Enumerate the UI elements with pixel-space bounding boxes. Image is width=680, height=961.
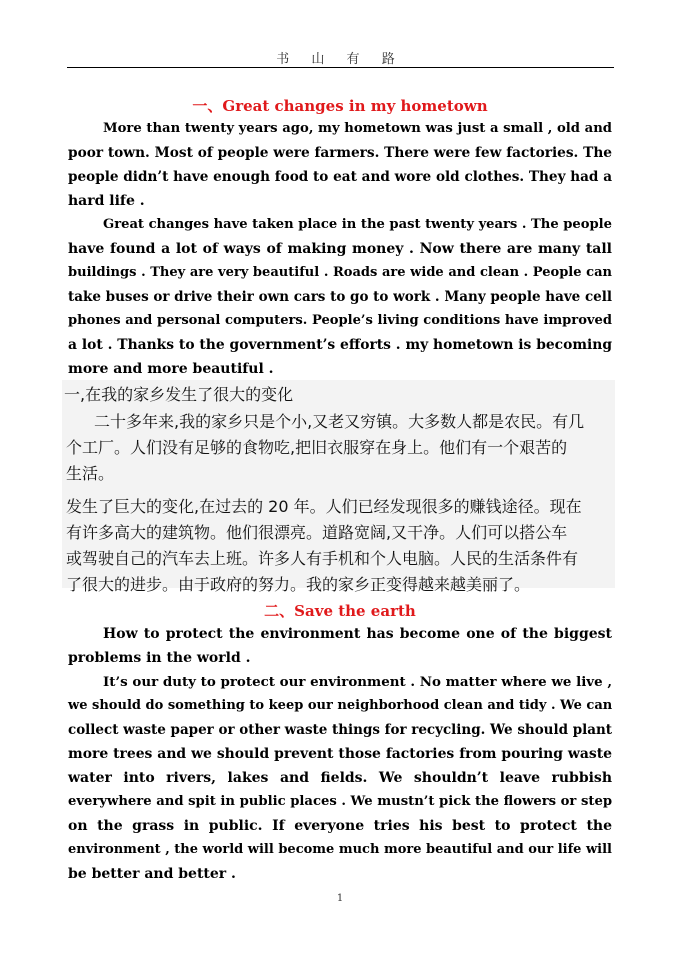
text-line: How to protect the environment has become one of the biggest xyxy=(103,626,612,642)
text-line: take buses or drive their own cars to go to work . Many people have cell xyxy=(68,289,613,305)
paragraph-gap xyxy=(62,487,615,494)
section-1-paragraph-1 xyxy=(68,117,612,213)
translation-line: 个工厂。人们没有足够的食物吃,把旧衣服穿在身上。他们有一个艰苦的 xyxy=(66,438,568,457)
translation-line: 发生了巨大的变化,在过去的 20 年。人们已经发现很多的赚钱途径。现在 xyxy=(66,497,582,516)
section-2-paragraph-1 xyxy=(68,622,612,670)
section-2 xyxy=(68,600,612,886)
text-line: water into rivers, lakes and fields. We shouldn’t leave rubbish xyxy=(68,770,612,786)
text-line: more and more beautiful . xyxy=(68,361,274,377)
page-number: 1 xyxy=(336,893,344,904)
text-line: buildings . They are very beautiful . Roads are wide and clean . People can xyxy=(68,265,612,280)
translation-title: 一,在我的家乡发生了很大的变化 xyxy=(64,385,294,404)
translation-line: 二十多年来,我的家乡只是个小,又老又穷镇。大多数人都是农民。有几 xyxy=(94,412,585,431)
translation-line: 有许多高大的建筑物。他们很漂亮。道路宽阔,又干净。人们可以搭公车 xyxy=(66,523,568,542)
running-header: 书 山 有 路 xyxy=(276,52,404,67)
text-line: problems in the world . xyxy=(68,650,251,666)
section-1-paragraph-2 xyxy=(68,213,612,381)
text-line: we should do something to keep our neighborhood clean and tidy . We can xyxy=(68,698,613,713)
text-line: More than twenty years ago, my hometown was just a small , old and xyxy=(103,121,612,136)
translation-line: 了很大的进步。由于政府的努力。我的家乡正变得越来越美丽了。 xyxy=(66,575,531,594)
section-2-paragraph-2 xyxy=(68,670,612,886)
text-line: collect waste paper or other waste things for recycling. We should plant xyxy=(68,722,612,738)
translation-block xyxy=(62,380,615,594)
text-line: environment , the world will become much more beautiful and our life will xyxy=(68,842,612,857)
text-line: have found a lot of ways of making money . Now there are many tall xyxy=(68,241,612,257)
text-line: everywhere and spit in public places . We mustn’t pick the flowers or step xyxy=(68,794,613,809)
text-line: on the grass in public. If everyone tries his best to protect the xyxy=(68,818,612,834)
header-divider xyxy=(67,67,614,68)
text-line: a lot . Thanks to the government’s efforts . my hometown is becoming xyxy=(68,337,612,353)
text-line: more trees and we should prevent those factories from pouring waste xyxy=(68,746,612,762)
text-line: It’s our duty to protect our environment . No matter where we live , xyxy=(103,674,612,690)
section-2-title: 二、Save the earth xyxy=(264,602,416,620)
text-line: phones and personal computers. People’s living conditions have improved xyxy=(68,313,612,328)
text-line: hard life . xyxy=(68,193,145,209)
section-1-title: 一、Great changes in my hometown xyxy=(192,97,488,115)
text-line: poor town. Most of people were farmers. There were few factories. The xyxy=(68,145,612,161)
text-line: people didn’t have enough food to eat and wore old clothes. They had a xyxy=(68,169,612,185)
section-1 xyxy=(68,95,612,381)
text-line: be better and better . xyxy=(68,866,236,882)
text-line: Great changes have taken place in the past twenty years . The people xyxy=(103,217,612,232)
translation-line: 或驾驶自己的汽车去上班。许多人有手机和个人电脑。人民的生活条件有 xyxy=(66,549,579,568)
translation-line: 生活。 xyxy=(66,464,115,483)
